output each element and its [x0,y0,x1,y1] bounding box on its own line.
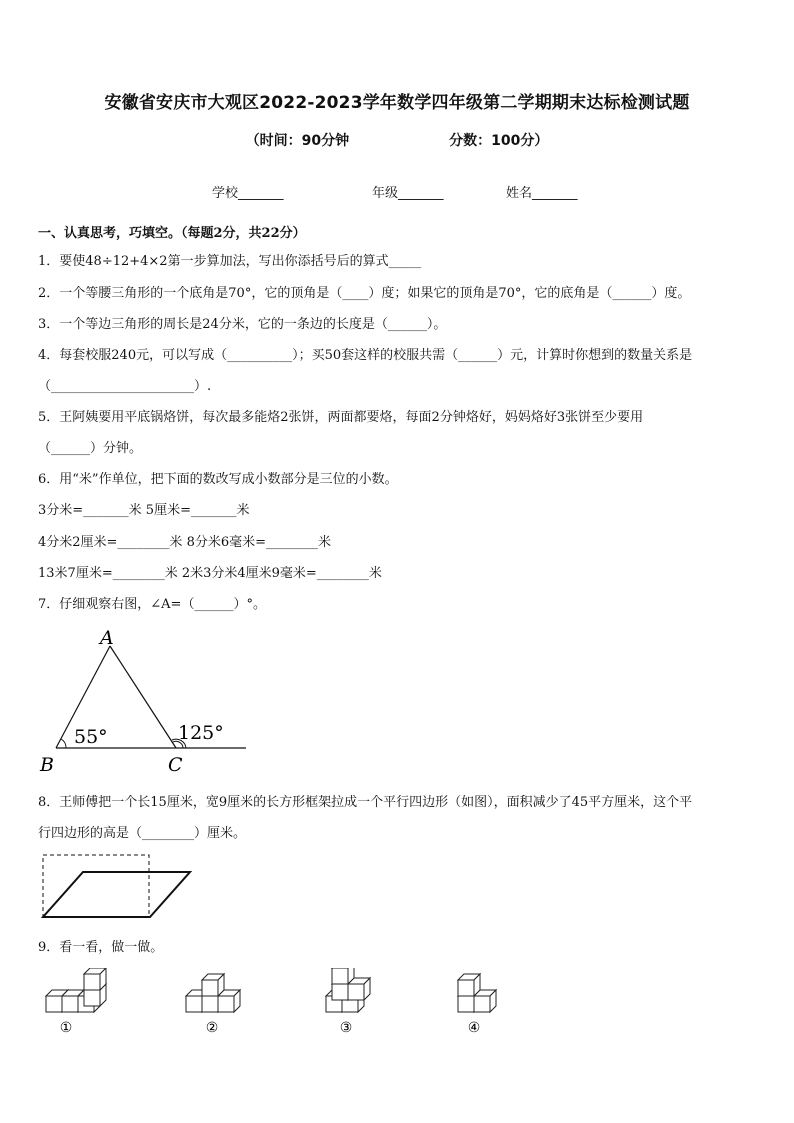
figure-label-4: ④ [467,1020,481,1036]
parallelogram-figure [40,852,194,922]
angle-b-arc [61,739,66,748]
question-4: 4．每套校服240元，可以写成（__________）；买50套这样的校服共需（______）元，计算时你想到的数量关系是 [38,348,693,363]
figure-label-2: ② [205,1020,219,1036]
exam-subtitle [0,130,794,150]
label-b: B [40,754,54,776]
cube-stack-2 [186,974,240,1012]
original-rectangle [43,855,149,917]
cube-stack-1 [46,968,106,1012]
section-heading: 一、认真思考，巧填空。（每题2分，共22分） [38,226,306,241]
grade-field: 年级_______ [372,186,444,201]
question-8-continued: 行四边形的高是（________）厘米。 [38,826,247,841]
question-5: 5．王阿姨要用平底锅烙饼，每次最多能烙2张饼，两面都要烙，每面2分钟烙好，妈妈烙好3张饼至少要用 [38,410,644,425]
question-3: 3．一个等边三角形的周长是24分米，它的一条边的长度是（______）。 [38,317,447,332]
side-ac [110,646,176,748]
exam-score: 分数：100分） [449,133,549,149]
cube-stack-4 [458,974,496,1012]
question-6-row-3: 13米7厘米=________米 2米3分米4厘米9毫米=________米 [38,566,382,581]
question-2: 2．一个等腰三角形的一个底角是70°，它的顶角是（____）度；如果它的顶角是70°，它的底角是（______）度。 [38,286,691,301]
page-title: 安徽省安庆市大观区2022-2023学年数学四年级第二学期期末达标检测试题 [104,93,690,113]
school-field: 学校_______ [212,186,284,201]
question-5-continued: （______）分钟。 [38,441,143,456]
label-c: C [168,754,183,776]
question-8: 8．王师傅把一个长15厘米，宽9厘米的长方形框架拉成一个平行四边形（如图），面积减少了45平方厘米，这个平 [38,795,693,810]
cube-stack-3 [326,968,370,1012]
question-9: 9．看一看，做一做。 [38,940,164,955]
question-6-row-1: 3分米=_______米 5厘米=_______米 [38,503,250,518]
label-a: A [100,627,114,649]
question-7: 7．仔细观察右图，∠A=（______）°。 [38,597,266,612]
cube-figures [40,968,520,1038]
question-6-row-2: 4分米2厘米=________米 8分米6毫米=________米 [38,535,332,550]
question-6: 6．用“米”作单位，把下面的数改写成小数部分是三位的小数。 [38,472,398,487]
angle-c-label: 125° [178,722,224,744]
figure-label-3: ③ [339,1020,353,1036]
parallelogram [43,872,190,917]
name-field: 姓名_______ [506,186,578,201]
exam-time: （时间：90分钟 [245,133,350,149]
question-4-continued: （______________________）. [38,379,212,394]
question-1: 1．要使48÷12+4×2第一步算加法，写出你添括号后的算式_____ [38,254,422,269]
triangle-figure [36,624,256,776]
figure-label-1: ① [59,1020,73,1036]
angle-b-label: 55° [74,726,108,748]
